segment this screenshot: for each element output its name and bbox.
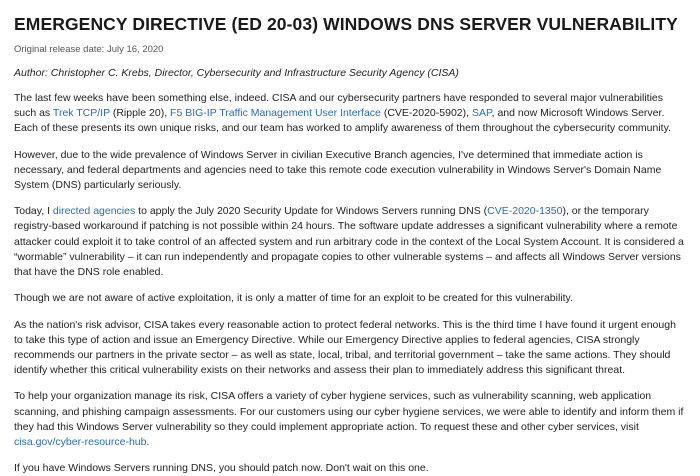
paragraph-5-segment-1: As the nation's risk advisor, CISA takes every reasonable action to protect federal networks. This is the third time I have found it urgent enough to take this type of action and issue an Emergency Directive. While our Emergency Directive applies to federal agencies, CISA strongly recommends our partners in the private sector – as well as state, local, tribal, and territorial government – take the same actions. They should identify whether this critical vulnerability exists on their networks and assess their plan to immediately address this significant threat.	[14, 318, 676, 377]
paragraph-1-segment-4: , and now Microsoft Windows Server. Each of these presents its own unique risks, and our team has worked to amplify awareness of them throughout the cybersecurity community.	[14, 107, 671, 135]
link-cve-2020-1350[interactable]: CVE-2020-1350	[487, 205, 563, 218]
paragraph-2	[14, 148, 686, 194]
paragraph-4	[14, 291, 686, 306]
paragraph-3-segment-2: to apply the July 2020 Security Update for Windows Servers running DNS (	[135, 205, 488, 218]
paragraph-1-segment-2: (Ripple 20),	[109, 107, 171, 120]
page-title: EMERGENCY DIRECTIVE (ED 20-03) WINDOWS DNS SERVER VULNERABILITY	[14, 14, 678, 34]
author-byline: Author: Christopher C. Krebs, Director, Cybersecurity and Infrastructure Security Agency (CISA)	[14, 66, 459, 79]
paragraph-6	[14, 389, 686, 450]
link-f5-big-ip[interactable]: F5 BIG-IP Traffic Management User Interface	[170, 107, 381, 120]
link-sap[interactable]: SAP	[471, 107, 492, 120]
link-directed-agencies[interactable]: directed agencies	[52, 205, 136, 218]
paragraph-7	[14, 461, 686, 476]
release-date: Original release date: July 16, 2020	[14, 43, 164, 55]
paragraph-1-segment-3: (CVE-2020-5902),	[380, 107, 472, 120]
link-trek-tcpip[interactable]: Trek TCP/IP	[52, 107, 110, 120]
paragraph-1-segment-1: The last few weeks have been something else, indeed. CISA and our cybersecurity partners have responded to several major vulnerabilities such as	[14, 91, 664, 120]
paragraph-1	[14, 91, 686, 137]
link-cyber-resource-hub[interactable]: cisa.gov/cyber-resource-hub	[14, 436, 147, 449]
paragraph-4-segment-1: Though we are not aware of active exploitation, it is only a matter of time for an exploit to be created for this vulnerability.	[14, 292, 573, 305]
paragraph-3	[14, 204, 686, 280]
paragraph-6-segment-2: .	[146, 436, 150, 449]
paragraph-3-segment-1: Today, I	[14, 205, 53, 218]
paragraph-6-segment-1: To help your organization manage its risk, CISA offers a variety of cyber hygiene services, such as vulnerability scanning, web application scanning, and phishing campaign assessments. For our customers using our cyber hygiene services, we were able to identify and inform them if they had this Windows Server vulnerability so they could implement appropriate action. To request these and other cyber services, visit	[14, 390, 684, 433]
paragraph-3-segment-3: ), or the temporary registry-based workaround if patching is not possible within 24 hours. The software update addresses a significant vulnerability where a remote attacker could exploit it to take control of an affected system and run arbitrary code in the context of the Local System Account. It is considered a “wormable” vulnerability – it can run independently and propagate copies to other vulnerable systems – and affects all Windows Server versions that have the DNS role enabled.	[14, 205, 684, 279]
paragraph-7-segment-1: If you have Windows Servers running DNS, you should patch now. Don't wait on this one.	[14, 462, 429, 475]
paragraph-5	[14, 318, 686, 379]
paragraph-2-segment-1: However, due to the wide prevalence of Windows Server in civilian Executive Branch agencies, I've determined that immediate action is necessary, and federal departments and agencies need to take this remote code execution vulnerability in Windows Server's Domain Name System (DNS) particularly seriously.	[14, 148, 662, 191]
